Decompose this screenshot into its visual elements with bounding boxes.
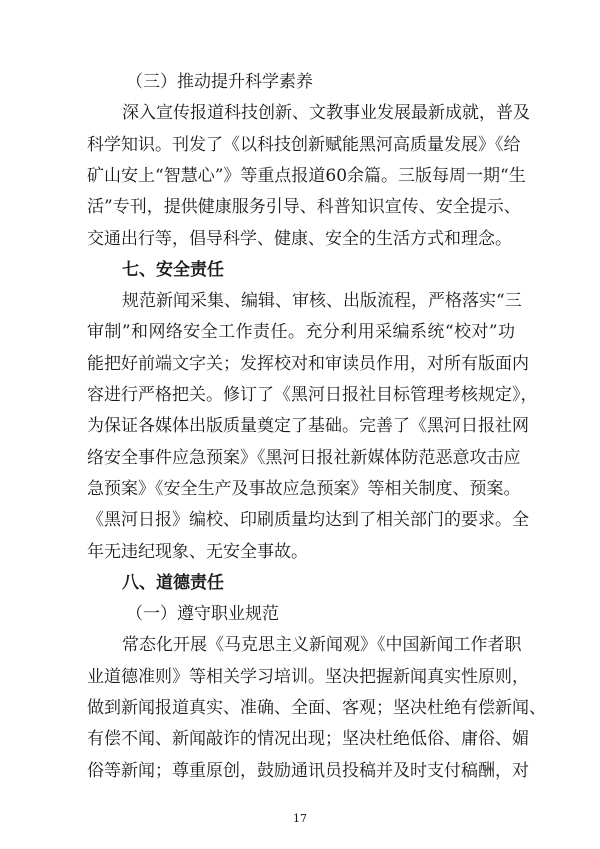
- paragraph-line: 有偿不闻、新闻敲诈的情况出现；坚决杜绝低俗、庸俗、媚: [87, 729, 529, 749]
- paragraph-line: 深入宣传报道科技创新、文教事业发展最新成就，普及: [122, 103, 530, 123]
- section-heading-safety: 七、安全责任: [122, 260, 224, 280]
- paragraph-line: 审制”和网络安全工作责任。充分利用采编系统“校对”功: [87, 322, 515, 342]
- section-heading-science: （三）推动提升科学素养: [126, 72, 313, 92]
- paragraph-line: 急预案》《安全生产及事故应急预案》等相关制度、预案。: [87, 479, 521, 499]
- paragraph-line: 容进行严格把关。修订了《黑河日报社目标管理考核规定》，: [87, 385, 538, 405]
- paragraph-line: 矿山安上“智慧心”》等重点报道60余篇。三版每周一期“生: [87, 166, 526, 186]
- section-heading-ethics: 八、道德责任: [122, 573, 224, 593]
- paragraph-line: 活”专刊，提供健康服务引导、科普知识宣传、安全提示、: [87, 197, 521, 217]
- paragraph-line: 做到新闻报道真实、准确、全面、客观；坚决杜绝有偿新闻、: [87, 698, 546, 718]
- paragraph-line: 能把好前端文字关；发挥校对和审读员作用，对所有版面内: [87, 354, 529, 374]
- paragraph-line: 络安全事件应急预案》《黑河日报社新媒体防范恶意攻击应: [87, 448, 521, 468]
- section-heading-professional-norms: （一）遵守职业规范: [126, 604, 279, 624]
- paragraph-line: 常态化开展《马克思主义新闻观》《中国新闻工作者职: [122, 635, 522, 655]
- page-number: 17: [293, 812, 307, 825]
- paragraph-line: 俗等新闻；尊重原创，鼓励通讯员投稿并及时支付稿酬，对: [87, 761, 529, 781]
- paragraph-line: 交通出行等，倡导科学、健康、安全的生活方式和理念。: [87, 229, 512, 249]
- paragraph-line: 年无违纪现象、无安全事故。: [87, 542, 308, 562]
- paragraph-line: 科学知识。刊发了《以科技创新赋能黑河高质量发展》《给: [87, 135, 521, 155]
- paragraph-line: 为保证各媒体出版质量奠定了基础。完善了《黑河日报社网: [87, 416, 529, 436]
- paragraph-line: 《黑河日报》编校、印刷质量均达到了相关部门的要求。全: [87, 510, 529, 530]
- paragraph-line: 规范新闻采集、编辑、审核、出版流程，严格落实“三: [122, 291, 522, 311]
- paragraph-line: 业道德准则》等相关学习培训。坚决把握新闻真实性原则，: [87, 667, 529, 687]
